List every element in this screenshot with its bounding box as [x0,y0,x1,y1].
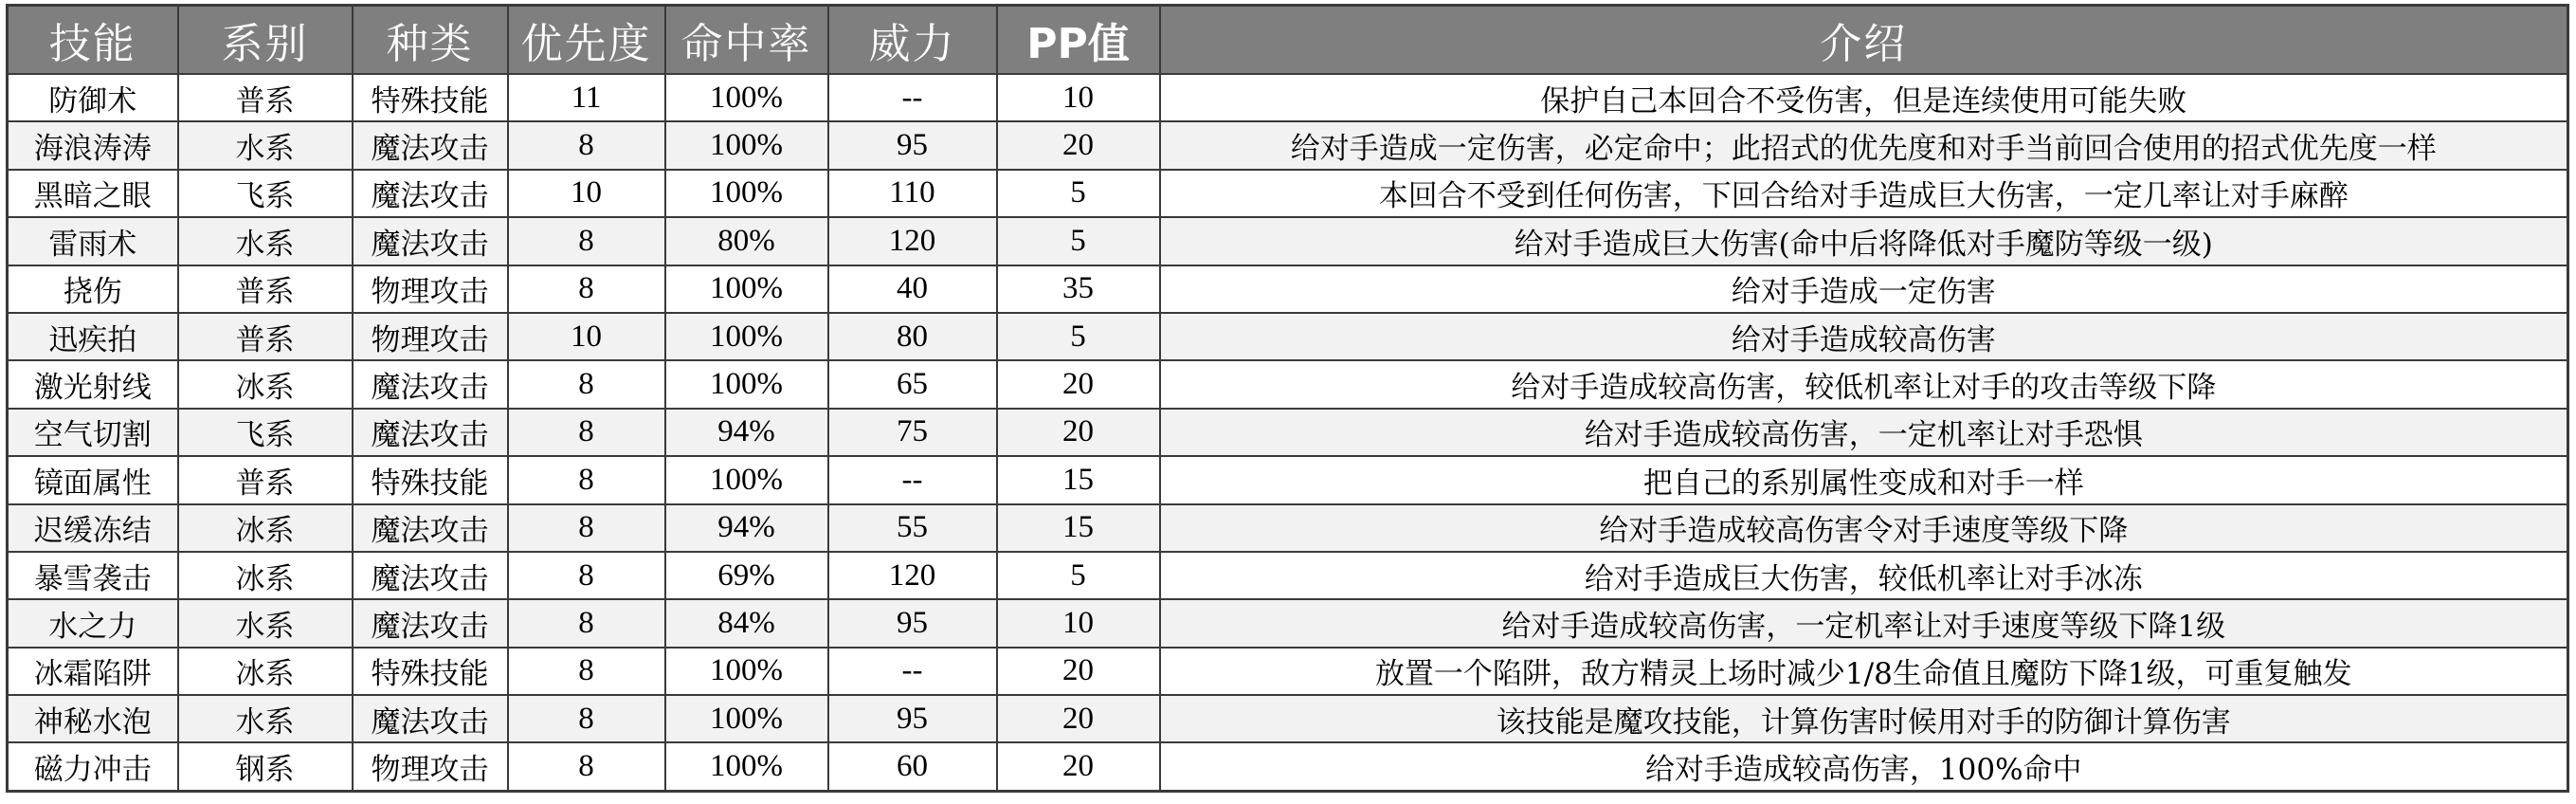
cell-skill: 神秘水泡 [8,695,178,742]
cell-category: 魔法攻击 [353,695,508,742]
cell-priority: 8 [508,217,665,265]
cell-power: 95 [828,599,997,647]
cell-priority: 8 [508,360,665,408]
cell-power: 120 [828,552,997,599]
table-row [8,504,2568,552]
table-row [8,74,2568,121]
cell-pp: 20 [997,360,1160,408]
cell-priority: 8 [508,599,665,647]
cell-power: 55 [828,504,997,552]
cell-accuracy: 100% [665,121,828,169]
cell-description: 该技能是魔攻技能，计算伤害时候用对手的防御计算伤害 [1160,695,2568,742]
cell-power: 80 [828,313,997,360]
cell-accuracy: 100% [665,648,828,695]
header-type-class: 系别 [178,6,353,75]
table-row [8,552,2568,599]
cell-skill: 防御术 [8,74,178,121]
cell-type-class: 钢系 [178,742,353,791]
cell-description: 本回合不受到任何伤害，下回合给对手造成巨大伤害，一定几率让对手麻醉 [1160,170,2568,217]
cell-pp: 10 [997,599,1160,647]
cell-accuracy: 100% [665,456,828,503]
cell-description: 给对手造成巨大伤害(命中后将降低对手魔防等级一级) [1160,217,2568,265]
cell-type-class: 水系 [178,121,353,169]
cell-category: 物理攻击 [353,265,508,313]
cell-skill: 磁力冲击 [8,742,178,791]
cell-skill: 迟缓冻结 [8,504,178,552]
cell-category: 物理攻击 [353,313,508,360]
header-accuracy: 命中率 [665,6,828,75]
cell-description: 给对手造成较高伤害令对手速度等级下降 [1160,504,2568,552]
cell-priority: 8 [508,742,665,791]
table-row [8,313,2568,360]
cell-description: 给对手造成较高伤害，100%命中 [1160,742,2568,791]
cell-description: 把自己的系别属性变成和对手一样 [1160,456,2568,503]
cell-category: 特殊技能 [353,648,508,695]
table-row [8,599,2568,647]
cell-power: 110 [828,170,997,217]
cell-accuracy: 100% [665,742,828,791]
cell-skill: 海浪涛涛 [8,121,178,169]
cell-priority: 11 [508,74,665,121]
cell-description: 给对手造成一定伤害，必定命中；此招式的优先度和对手当前回合使用的招式优先度一样 [1160,121,2568,169]
cell-type-class: 冰系 [178,648,353,695]
cell-power: 75 [828,409,997,456]
header-skill: 技能 [8,6,178,75]
cell-accuracy: 94% [665,409,828,456]
cell-category: 特殊技能 [353,456,508,503]
cell-accuracy: 100% [665,695,828,742]
header-power: 威力 [828,6,997,75]
cell-skill: 挠伤 [8,265,178,313]
cell-type-class: 水系 [178,695,353,742]
cell-skill: 激光射线 [8,360,178,408]
skills-table-container [6,4,2569,793]
cell-priority: 8 [508,121,665,169]
table-row [8,360,2568,408]
cell-category: 魔法攻击 [353,217,508,265]
cell-type-class: 普系 [178,265,353,313]
cell-skill: 暴雪袭击 [8,552,178,599]
cell-description: 放置一个陷阱，敌方精灵上场时减少1/8生命值且魔防下降1级，可重复触发 [1160,648,2568,695]
cell-description: 给对手造成较高伤害，一定机率让对手速度等级下降1级 [1160,599,2568,647]
cell-accuracy: 80% [665,217,828,265]
cell-type-class: 冰系 [178,504,353,552]
header-description: 介绍 [1160,6,2568,75]
cell-pp: 20 [997,695,1160,742]
cell-priority: 8 [508,409,665,456]
table-row [8,648,2568,695]
cell-power: 95 [828,695,997,742]
cell-skill: 迅疾拍 [8,313,178,360]
table-body [8,74,2568,791]
cell-description: 给对手造成较高伤害，较低机率让对手的攻击等级下降 [1160,360,2568,408]
cell-accuracy: 100% [665,170,828,217]
cell-description: 保护自己本回合不受伤害，但是连续使用可能失败 [1160,74,2568,121]
cell-category: 物理攻击 [353,742,508,791]
cell-skill: 镜面属性 [8,456,178,503]
cell-accuracy: 100% [665,313,828,360]
cell-description: 给对手造成一定伤害 [1160,265,2568,313]
table-row [8,456,2568,503]
cell-priority: 8 [508,456,665,503]
cell-skill: 冰霜陷阱 [8,648,178,695]
cell-pp: 5 [997,217,1160,265]
cell-description: 给对手造成巨大伤害，较低机率让对手冰冻 [1160,552,2568,599]
cell-power: -- [828,74,997,121]
cell-priority: 10 [508,170,665,217]
cell-pp: 20 [997,409,1160,456]
cell-category: 魔法攻击 [353,121,508,169]
header-priority: 优先度 [508,6,665,75]
cell-category: 魔法攻击 [353,599,508,647]
cell-priority: 8 [508,695,665,742]
cell-type-class: 普系 [178,313,353,360]
cell-power: 40 [828,265,997,313]
cell-category: 魔法攻击 [353,504,508,552]
header-pp: PP值 [997,6,1160,75]
cell-skill: 空气切割 [8,409,178,456]
cell-priority: 8 [508,552,665,599]
cell-accuracy: 100% [665,360,828,408]
cell-priority: 10 [508,313,665,360]
table-header-row [8,6,2568,75]
cell-pp: 5 [997,313,1160,360]
cell-type-class: 水系 [178,599,353,647]
cell-pp: 15 [997,504,1160,552]
cell-pp: 20 [997,121,1160,169]
cell-category: 魔法攻击 [353,360,508,408]
table-row [8,265,2568,313]
cell-accuracy: 69% [665,552,828,599]
cell-power: 60 [828,742,997,791]
table-row [8,742,2568,791]
cell-pp: 5 [997,552,1160,599]
cell-priority: 8 [508,504,665,552]
cell-description: 给对手造成较高伤害 [1160,313,2568,360]
cell-accuracy: 100% [665,265,828,313]
cell-pp: 20 [997,648,1160,695]
table-row [8,409,2568,456]
cell-category: 魔法攻击 [353,552,508,599]
cell-accuracy: 94% [665,504,828,552]
cell-pp: 15 [997,456,1160,503]
table-row [8,695,2568,742]
cell-type-class: 冰系 [178,360,353,408]
cell-pp: 5 [997,170,1160,217]
skills-table [6,4,2569,793]
cell-power: 65 [828,360,997,408]
table-row [8,217,2568,265]
cell-pp: 35 [997,265,1160,313]
cell-pp: 20 [997,742,1160,791]
cell-power: -- [828,456,997,503]
cell-pp: 10 [997,74,1160,121]
cell-type-class: 普系 [178,74,353,121]
cell-power: -- [828,648,997,695]
cell-skill: 水之力 [8,599,178,647]
cell-power: 120 [828,217,997,265]
cell-accuracy: 100% [665,74,828,121]
cell-priority: 8 [508,648,665,695]
cell-category: 特殊技能 [353,74,508,121]
cell-category: 魔法攻击 [353,409,508,456]
cell-priority: 8 [508,265,665,313]
cell-type-class: 冰系 [178,552,353,599]
cell-description: 给对手造成较高伤害，一定机率让对手恐惧 [1160,409,2568,456]
header-category: 种类 [353,6,508,75]
table-row [8,170,2568,217]
cell-skill: 黑暗之眼 [8,170,178,217]
cell-type-class: 飞系 [178,409,353,456]
cell-type-class: 飞系 [178,170,353,217]
cell-accuracy: 84% [665,599,828,647]
table-row [8,121,2568,169]
cell-type-class: 普系 [178,456,353,503]
cell-type-class: 水系 [178,217,353,265]
cell-skill: 雷雨术 [8,217,178,265]
cell-power: 95 [828,121,997,169]
cell-category: 魔法攻击 [353,170,508,217]
